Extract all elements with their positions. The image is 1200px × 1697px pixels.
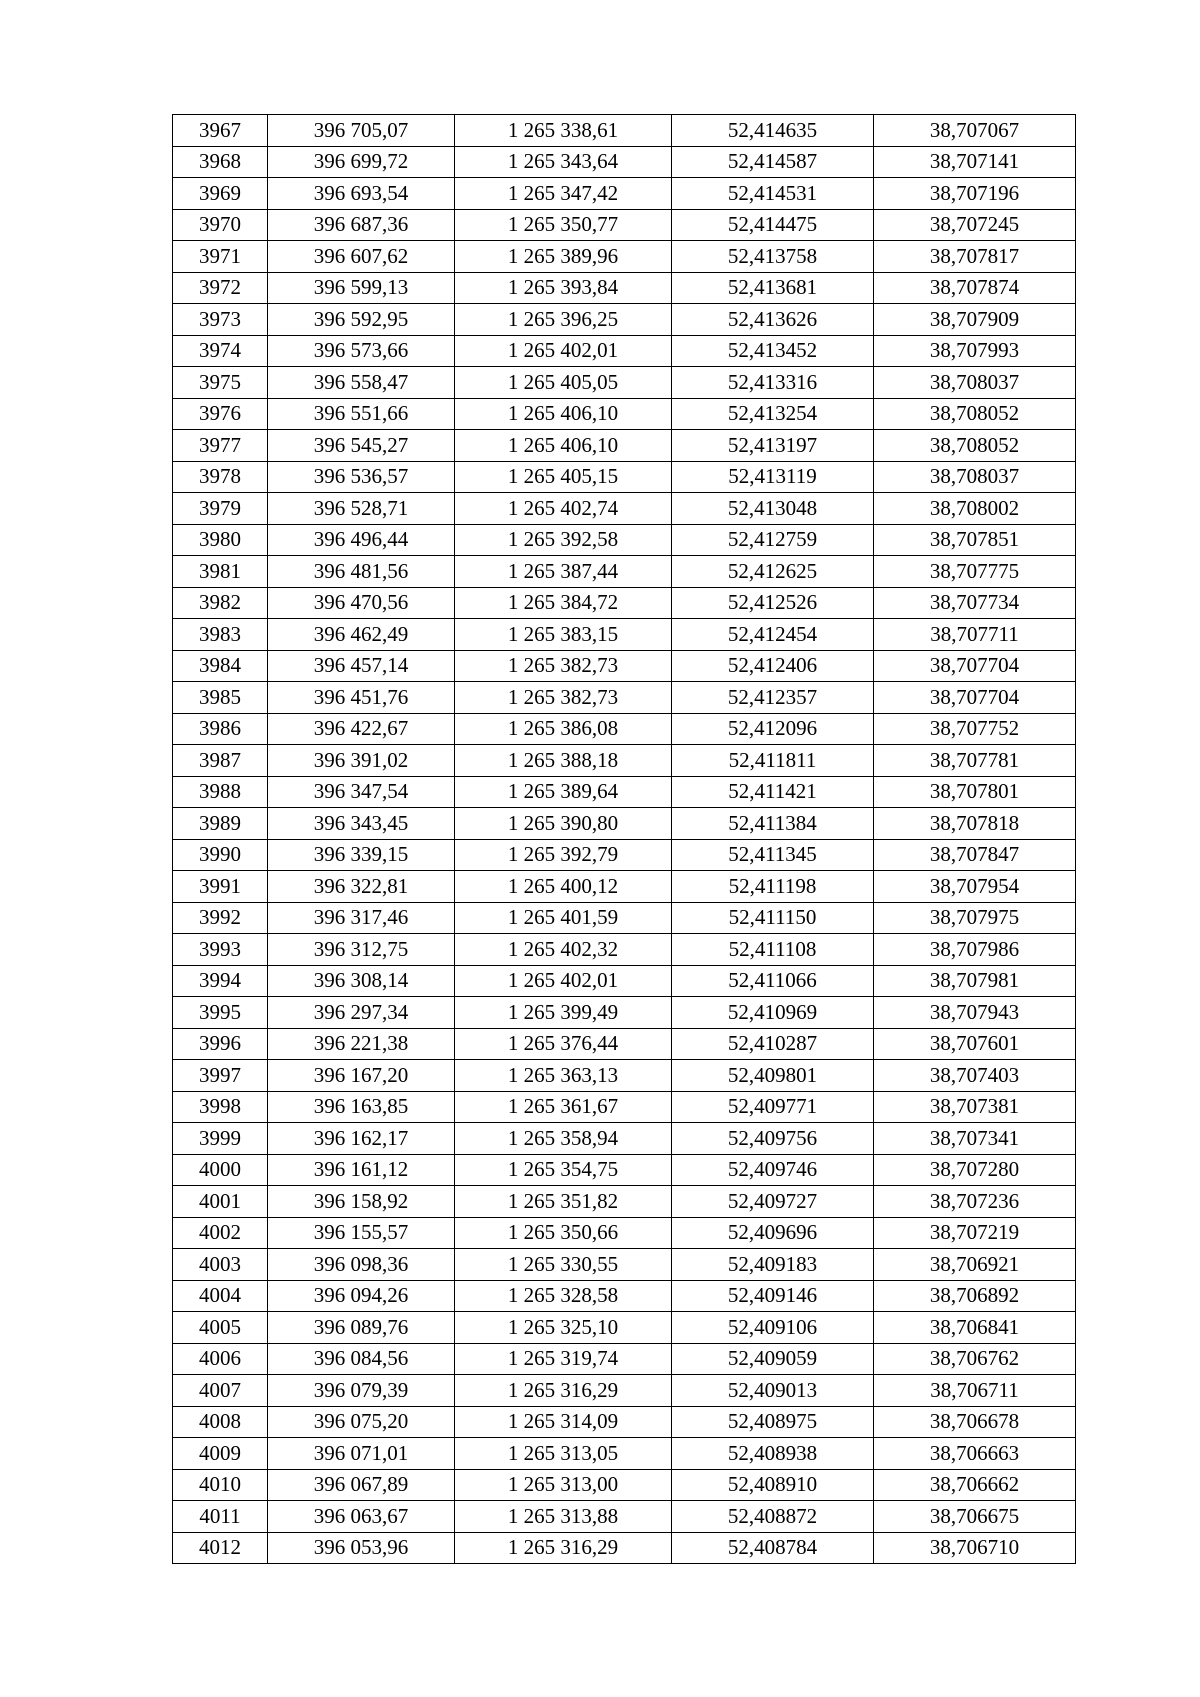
longitude-cell: 38,707775 [874,556,1076,588]
point-number-cell: 3990 [173,839,268,871]
table-row [173,934,1076,966]
point-number-cell: 3969 [173,178,268,210]
table-row [173,997,1076,1029]
x-coordinate-cell: 396 167,20 [268,1060,455,1092]
longitude-cell: 38,706710 [874,1532,1076,1564]
latitude-cell: 52,412526 [672,587,874,619]
point-number-cell: 3974 [173,335,268,367]
point-number-cell: 3986 [173,713,268,745]
y-coordinate-cell: 1 265 386,08 [455,713,672,745]
point-number-cell: 4003 [173,1249,268,1281]
latitude-cell: 52,409696 [672,1217,874,1249]
longitude-cell: 38,707818 [874,808,1076,840]
x-coordinate-cell: 396 221,38 [268,1028,455,1060]
x-coordinate-cell: 396 053,96 [268,1532,455,1564]
longitude-cell: 38,707752 [874,713,1076,745]
y-coordinate-cell: 1 265 392,79 [455,839,672,871]
latitude-cell: 52,412759 [672,524,874,556]
x-coordinate-cell: 396 322,81 [268,871,455,903]
x-coordinate-cell: 396 558,47 [268,367,455,399]
table-row [173,902,1076,934]
table-row [173,965,1076,997]
y-coordinate-cell: 1 265 382,73 [455,650,672,682]
point-number-cell: 3996 [173,1028,268,1060]
y-coordinate-cell: 1 265 406,10 [455,398,672,430]
y-coordinate-cell: 1 265 382,73 [455,682,672,714]
table-row [173,1312,1076,1344]
point-number-cell: 4002 [173,1217,268,1249]
latitude-cell: 52,413254 [672,398,874,430]
table-row [173,178,1076,210]
table-row [173,398,1076,430]
x-coordinate-cell: 396 312,75 [268,934,455,966]
latitude-cell: 52,409013 [672,1375,874,1407]
longitude-cell: 38,707981 [874,965,1076,997]
table-row [173,556,1076,588]
latitude-cell: 52,414475 [672,209,874,241]
point-number-cell: 4007 [173,1375,268,1407]
longitude-cell: 38,707341 [874,1123,1076,1155]
longitude-cell: 38,707219 [874,1217,1076,1249]
table-row [173,1091,1076,1123]
latitude-cell: 52,413681 [672,272,874,304]
point-number-cell: 3992 [173,902,268,934]
latitude-cell: 52,410969 [672,997,874,1029]
coordinates-table [172,114,1076,1564]
table-row [173,1438,1076,1470]
longitude-cell: 38,706711 [874,1375,1076,1407]
x-coordinate-cell: 396 592,95 [268,304,455,336]
point-number-cell: 3977 [173,430,268,462]
table-row [173,241,1076,273]
y-coordinate-cell: 1 265 393,84 [455,272,672,304]
x-coordinate-cell: 396 693,54 [268,178,455,210]
point-number-cell: 4009 [173,1438,268,1470]
latitude-cell: 52,411421 [672,776,874,808]
latitude-cell: 52,408938 [672,1438,874,1470]
y-coordinate-cell: 1 265 354,75 [455,1154,672,1186]
table-row [173,367,1076,399]
latitude-cell: 52,409106 [672,1312,874,1344]
table-row [173,304,1076,336]
y-coordinate-cell: 1 265 361,67 [455,1091,672,1123]
table-row [173,1186,1076,1218]
longitude-cell: 38,708052 [874,398,1076,430]
point-number-cell: 4011 [173,1501,268,1533]
point-number-cell: 3994 [173,965,268,997]
y-coordinate-cell: 1 265 376,44 [455,1028,672,1060]
point-number-cell: 3972 [173,272,268,304]
latitude-cell: 52,413197 [672,430,874,462]
longitude-cell: 38,707874 [874,272,1076,304]
y-coordinate-cell: 1 265 313,00 [455,1469,672,1501]
latitude-cell: 52,412357 [672,682,874,714]
point-number-cell: 3976 [173,398,268,430]
latitude-cell: 52,412454 [672,619,874,651]
point-number-cell: 4004 [173,1280,268,1312]
longitude-cell: 38,707847 [874,839,1076,871]
y-coordinate-cell: 1 265 338,61 [455,115,672,147]
latitude-cell: 52,412625 [672,556,874,588]
table-row [173,335,1076,367]
y-coordinate-cell: 1 265 405,05 [455,367,672,399]
y-coordinate-cell: 1 265 343,64 [455,146,672,178]
x-coordinate-cell: 396 347,54 [268,776,455,808]
y-coordinate-cell: 1 265 316,29 [455,1375,672,1407]
y-coordinate-cell: 1 265 388,18 [455,745,672,777]
latitude-cell: 52,413452 [672,335,874,367]
point-number-cell: 4006 [173,1343,268,1375]
point-number-cell: 3971 [173,241,268,273]
longitude-cell: 38,706675 [874,1501,1076,1533]
y-coordinate-cell: 1 265 328,58 [455,1280,672,1312]
point-number-cell: 3968 [173,146,268,178]
point-number-cell: 3983 [173,619,268,651]
y-coordinate-cell: 1 265 406,10 [455,430,672,462]
latitude-cell: 52,411811 [672,745,874,777]
latitude-cell: 52,409183 [672,1249,874,1281]
x-coordinate-cell: 396 462,49 [268,619,455,651]
longitude-cell: 38,707781 [874,745,1076,777]
x-coordinate-cell: 396 391,02 [268,745,455,777]
point-number-cell: 4008 [173,1406,268,1438]
longitude-cell: 38,707993 [874,335,1076,367]
x-coordinate-cell: 396 607,62 [268,241,455,273]
point-number-cell: 3967 [173,115,268,147]
y-coordinate-cell: 1 265 402,74 [455,493,672,525]
longitude-cell: 38,706892 [874,1280,1076,1312]
table-row [173,493,1076,525]
y-coordinate-cell: 1 265 384,72 [455,587,672,619]
longitude-cell: 38,708037 [874,367,1076,399]
table-row [173,619,1076,651]
point-number-cell: 3985 [173,682,268,714]
latitude-cell: 52,409727 [672,1186,874,1218]
x-coordinate-cell: 396 071,01 [268,1438,455,1470]
point-number-cell: 3978 [173,461,268,493]
table-row [173,1280,1076,1312]
y-coordinate-cell: 1 265 347,42 [455,178,672,210]
longitude-cell: 38,707141 [874,146,1076,178]
x-coordinate-cell: 396 470,56 [268,587,455,619]
latitude-cell: 52,410287 [672,1028,874,1060]
longitude-cell: 38,707954 [874,871,1076,903]
x-coordinate-cell: 396 496,44 [268,524,455,556]
table-row [173,650,1076,682]
longitude-cell: 38,706678 [874,1406,1076,1438]
y-coordinate-cell: 1 265 314,09 [455,1406,672,1438]
x-coordinate-cell: 396 457,14 [268,650,455,682]
point-number-cell: 4010 [173,1469,268,1501]
latitude-cell: 52,409059 [672,1343,874,1375]
x-coordinate-cell: 396 308,14 [268,965,455,997]
latitude-cell: 52,409146 [672,1280,874,1312]
point-number-cell: 4005 [173,1312,268,1344]
table-row [173,461,1076,493]
x-coordinate-cell: 396 067,89 [268,1469,455,1501]
x-coordinate-cell: 396 481,56 [268,556,455,588]
longitude-cell: 38,706663 [874,1438,1076,1470]
y-coordinate-cell: 1 265 389,64 [455,776,672,808]
point-number-cell: 3997 [173,1060,268,1092]
point-number-cell: 3988 [173,776,268,808]
table-row [173,1154,1076,1186]
y-coordinate-cell: 1 265 400,12 [455,871,672,903]
latitude-cell: 52,413119 [672,461,874,493]
latitude-cell: 52,412096 [672,713,874,745]
x-coordinate-cell: 396 422,67 [268,713,455,745]
table-row [173,1060,1076,1092]
y-coordinate-cell: 1 265 350,66 [455,1217,672,1249]
point-number-cell: 3998 [173,1091,268,1123]
point-number-cell: 3989 [173,808,268,840]
y-coordinate-cell: 1 265 313,05 [455,1438,672,1470]
x-coordinate-cell: 396 098,36 [268,1249,455,1281]
coordinates-table-body [173,115,1076,1564]
x-coordinate-cell: 396 089,76 [268,1312,455,1344]
point-number-cell: 3973 [173,304,268,336]
point-number-cell: 3979 [173,493,268,525]
table-row [173,146,1076,178]
point-number-cell: 4012 [173,1532,268,1564]
y-coordinate-cell: 1 265 325,10 [455,1312,672,1344]
y-coordinate-cell: 1 265 402,32 [455,934,672,966]
y-coordinate-cell: 1 265 313,88 [455,1501,672,1533]
latitude-cell: 52,409746 [672,1154,874,1186]
longitude-cell: 38,707704 [874,650,1076,682]
x-coordinate-cell: 396 551,66 [268,398,455,430]
y-coordinate-cell: 1 265 316,29 [455,1532,672,1564]
x-coordinate-cell: 396 528,71 [268,493,455,525]
x-coordinate-cell: 396 451,76 [268,682,455,714]
y-coordinate-cell: 1 265 389,96 [455,241,672,273]
x-coordinate-cell: 396 317,46 [268,902,455,934]
table-row [173,776,1076,808]
longitude-cell: 38,707381 [874,1091,1076,1123]
latitude-cell: 52,413316 [672,367,874,399]
y-coordinate-cell: 1 265 363,13 [455,1060,672,1092]
x-coordinate-cell: 396 161,12 [268,1154,455,1186]
point-number-cell: 3982 [173,587,268,619]
longitude-cell: 38,707601 [874,1028,1076,1060]
longitude-cell: 38,707986 [874,934,1076,966]
longitude-cell: 38,707236 [874,1186,1076,1218]
x-coordinate-cell: 396 063,67 [268,1501,455,1533]
latitude-cell: 52,414587 [672,146,874,178]
point-number-cell: 4000 [173,1154,268,1186]
table-row [173,745,1076,777]
longitude-cell: 38,707817 [874,241,1076,273]
latitude-cell: 52,408975 [672,1406,874,1438]
longitude-cell: 38,707801 [874,776,1076,808]
longitude-cell: 38,707975 [874,902,1076,934]
latitude-cell: 52,411345 [672,839,874,871]
latitude-cell: 52,413048 [672,493,874,525]
longitude-cell: 38,707909 [874,304,1076,336]
x-coordinate-cell: 396 343,45 [268,808,455,840]
table-row [173,1343,1076,1375]
table-row [173,209,1076,241]
latitude-cell: 52,412406 [672,650,874,682]
table-row [173,115,1076,147]
longitude-cell: 38,708037 [874,461,1076,493]
table-row [173,1028,1076,1060]
longitude-cell: 38,708052 [874,430,1076,462]
x-coordinate-cell: 396 075,20 [268,1406,455,1438]
longitude-cell: 38,707943 [874,997,1076,1029]
latitude-cell: 52,409801 [672,1060,874,1092]
y-coordinate-cell: 1 265 330,55 [455,1249,672,1281]
latitude-cell: 52,414531 [672,178,874,210]
longitude-cell: 38,707280 [874,1154,1076,1186]
longitude-cell: 38,706921 [874,1249,1076,1281]
table-row [173,1217,1076,1249]
table-row [173,713,1076,745]
table-row [173,272,1076,304]
y-coordinate-cell: 1 265 319,74 [455,1343,672,1375]
y-coordinate-cell: 1 265 383,15 [455,619,672,651]
y-coordinate-cell: 1 265 405,15 [455,461,672,493]
point-number-cell: 3980 [173,524,268,556]
point-number-cell: 3999 [173,1123,268,1155]
table-row [173,587,1076,619]
table-row [173,871,1076,903]
point-number-cell: 3984 [173,650,268,682]
x-coordinate-cell: 396 599,13 [268,272,455,304]
longitude-cell: 38,707711 [874,619,1076,651]
table-row [173,1406,1076,1438]
x-coordinate-cell: 396 705,07 [268,115,455,147]
longitude-cell: 38,707403 [874,1060,1076,1092]
table-row [173,1469,1076,1501]
x-coordinate-cell: 396 084,56 [268,1343,455,1375]
latitude-cell: 52,413626 [672,304,874,336]
longitude-cell: 38,707196 [874,178,1076,210]
latitude-cell: 52,408872 [672,1501,874,1533]
x-coordinate-cell: 396 163,85 [268,1091,455,1123]
x-coordinate-cell: 396 079,39 [268,1375,455,1407]
y-coordinate-cell: 1 265 392,58 [455,524,672,556]
table-row [173,1123,1076,1155]
x-coordinate-cell: 396 339,15 [268,839,455,871]
table-row [173,682,1076,714]
longitude-cell: 38,706662 [874,1469,1076,1501]
latitude-cell: 52,408910 [672,1469,874,1501]
x-coordinate-cell: 396 699,72 [268,146,455,178]
table-row [173,430,1076,462]
x-coordinate-cell: 396 162,17 [268,1123,455,1155]
y-coordinate-cell: 1 265 399,49 [455,997,672,1029]
x-coordinate-cell: 396 573,66 [268,335,455,367]
y-coordinate-cell: 1 265 390,80 [455,808,672,840]
latitude-cell: 52,414635 [672,115,874,147]
x-coordinate-cell: 396 687,36 [268,209,455,241]
point-number-cell: 3975 [173,367,268,399]
latitude-cell: 52,413758 [672,241,874,273]
y-coordinate-cell: 1 265 351,82 [455,1186,672,1218]
latitude-cell: 52,409771 [672,1091,874,1123]
y-coordinate-cell: 1 265 402,01 [455,965,672,997]
point-number-cell: 4001 [173,1186,268,1218]
table-row [173,808,1076,840]
latitude-cell: 52,411150 [672,902,874,934]
longitude-cell: 38,707245 [874,209,1076,241]
point-number-cell: 3987 [173,745,268,777]
table-row [173,1375,1076,1407]
y-coordinate-cell: 1 265 387,44 [455,556,672,588]
point-number-cell: 3970 [173,209,268,241]
longitude-cell: 38,707734 [874,587,1076,619]
latitude-cell: 52,408784 [672,1532,874,1564]
latitude-cell: 52,411198 [672,871,874,903]
x-coordinate-cell: 396 297,34 [268,997,455,1029]
point-number-cell: 3995 [173,997,268,1029]
latitude-cell: 52,411066 [672,965,874,997]
longitude-cell: 38,706841 [874,1312,1076,1344]
table-row [173,1532,1076,1564]
latitude-cell: 52,411108 [672,934,874,966]
table-row [173,1249,1076,1281]
table-row [173,1501,1076,1533]
longitude-cell: 38,708002 [874,493,1076,525]
table-row [173,839,1076,871]
x-coordinate-cell: 396 545,27 [268,430,455,462]
table-row [173,524,1076,556]
x-coordinate-cell: 396 536,57 [268,461,455,493]
point-number-cell: 3991 [173,871,268,903]
longitude-cell: 38,707851 [874,524,1076,556]
y-coordinate-cell: 1 265 401,59 [455,902,672,934]
x-coordinate-cell: 396 094,26 [268,1280,455,1312]
longitude-cell: 38,706762 [874,1343,1076,1375]
y-coordinate-cell: 1 265 396,25 [455,304,672,336]
point-number-cell: 3993 [173,934,268,966]
y-coordinate-cell: 1 265 350,77 [455,209,672,241]
longitude-cell: 38,707704 [874,682,1076,714]
latitude-cell: 52,411384 [672,808,874,840]
y-coordinate-cell: 1 265 402,01 [455,335,672,367]
y-coordinate-cell: 1 265 358,94 [455,1123,672,1155]
x-coordinate-cell: 396 155,57 [268,1217,455,1249]
x-coordinate-cell: 396 158,92 [268,1186,455,1218]
latitude-cell: 52,409756 [672,1123,874,1155]
point-number-cell: 3981 [173,556,268,588]
longitude-cell: 38,707067 [874,115,1076,147]
